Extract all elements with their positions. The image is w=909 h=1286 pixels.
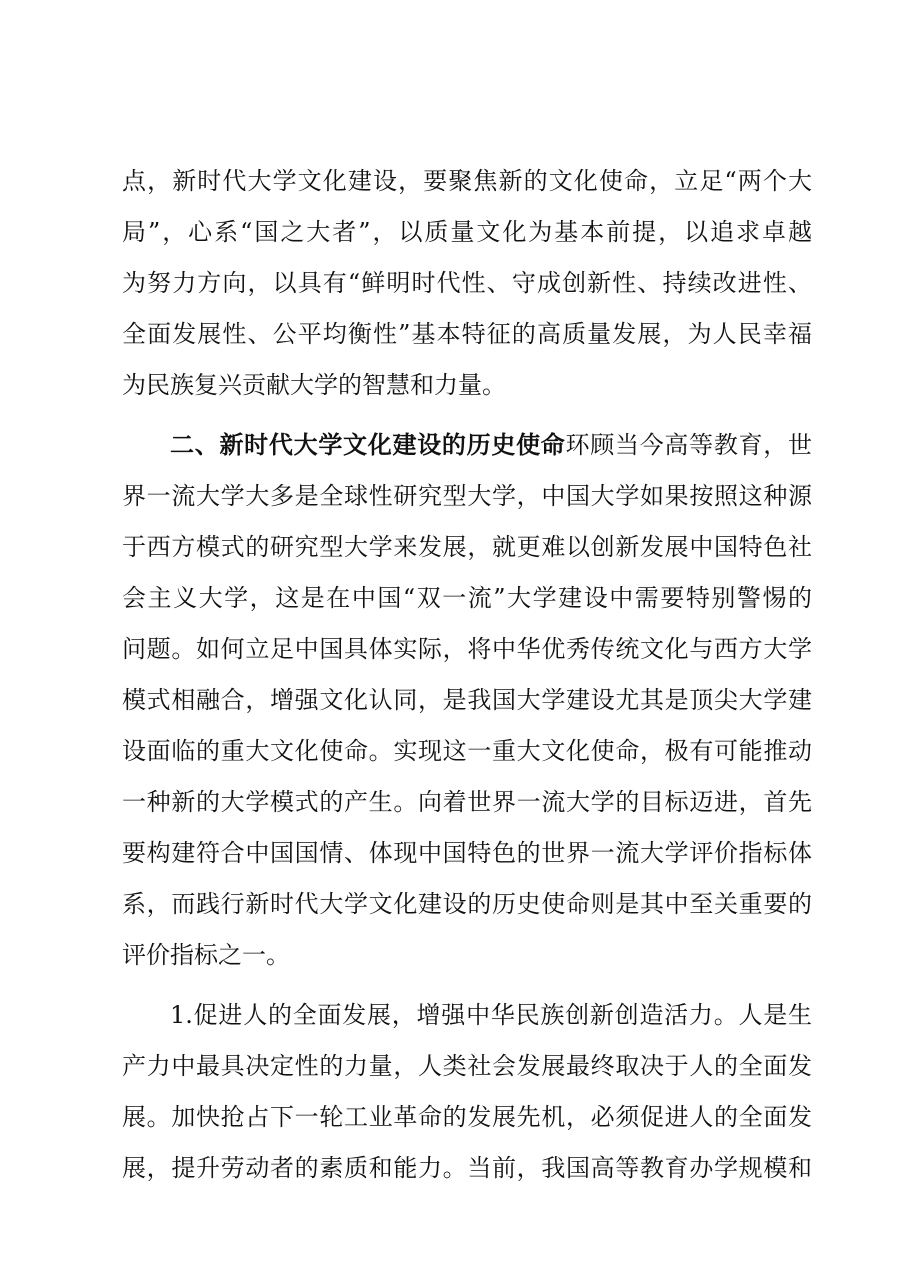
text-line: 要构建符合中国国情、体现中国特色的世界一流大学评价指标体	[122, 839, 812, 867]
section-heading: 二、新时代大学文化建设的历史使命	[170, 431, 566, 459]
text-line	[122, 420, 812, 471]
text-line: 1.促进人的全面发展，增强中华民族创新创造活力。人是生	[170, 1001, 812, 1029]
text-line: 模式相融合，增强文化认同，是我国大学建设尤其是顶尖大学建	[122, 686, 812, 714]
text-line: 问题。如何立足中国具体实际，将中华优秀传统文化与西方大学	[122, 635, 812, 663]
paragraph-1	[122, 156, 812, 411]
text-line: 展。加快抢占下一轮工业革命的发展先机，必须促进人的全面发	[122, 1103, 812, 1131]
text-line: 界一流大学大多是全球性研究型大学，中国大学如果按照这种源	[122, 482, 812, 510]
text-line: 为努力方向，以具有“鲜明时代性、守成创新性、持续改进性、	[122, 269, 812, 297]
text-line: 局”，心系“国之大者”，以质量文化为基本前提，以追求卓越	[122, 218, 812, 246]
paragraph-3	[122, 990, 812, 1194]
paragraph-gap	[122, 981, 812, 990]
paragraph-2	[122, 420, 812, 981]
text-line: 一种新的大学模式的产生。向着世界一流大学的目标迈进，首先	[122, 788, 812, 816]
text-line: 系，而践行新时代大学文化建设的历史使命则是其中至关重要的	[122, 890, 812, 918]
document-body	[122, 156, 812, 1194]
text-line: 会主义大学，这是在中国“双一流”大学建设中需要特别警惕的	[122, 584, 812, 612]
text-line: 全面发展性、公平均衡性”基本特征的高质量发展，为人民幸福	[122, 320, 812, 348]
text-line: 展，提升劳动者的素质和能力。当前，我国高等教育办学规模和	[122, 1154, 812, 1182]
text-line: 设面临的重大文化使命。实现这一重大文化使命，极有可能推动	[122, 737, 812, 765]
text-line: 产力中最具决定性的力量，人类社会发展最终取决于人的全面发	[122, 1052, 812, 1080]
text-line: 为民族复兴贡献大学的智慧和力量。	[122, 371, 506, 399]
text-line: 于西方模式的研究型大学来发展，就更难以创新发展中国特色社	[122, 533, 812, 561]
text-line: 点，新时代大学文化建设，要聚焦新的文化使命，立足“两个大	[122, 167, 812, 195]
heading-run-in-text: 环顾当今高等教育，世	[565, 431, 813, 459]
text-line: 评价指标之一。	[122, 941, 290, 969]
paragraph-gap	[122, 411, 812, 420]
